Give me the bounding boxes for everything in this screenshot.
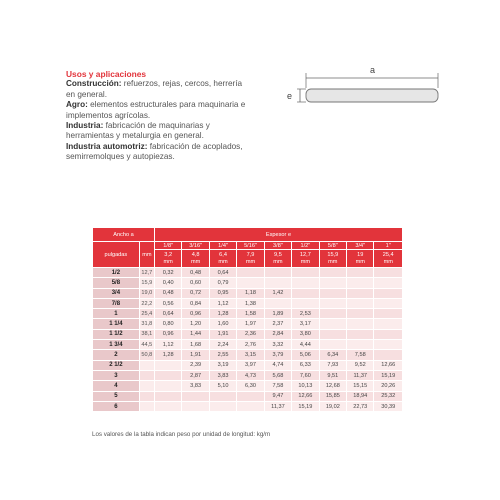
weight-cell [347, 319, 374, 329]
width-inches-cell: 5 [93, 391, 140, 401]
table-row [93, 391, 403, 401]
weight-cell: 6,30 [237, 381, 264, 391]
weight-cell: 1,60 [209, 319, 236, 329]
weight-cell: 2,24 [209, 340, 236, 350]
weight-cell: 3,79 [264, 350, 291, 360]
weight-cell: 6,33 [292, 360, 319, 370]
width-header: Ancho a [93, 228, 155, 242]
width-inches-cell: 1/2 [93, 268, 140, 278]
weight-cell [374, 340, 403, 350]
weight-cell: 30,39 [374, 401, 403, 411]
weight-cell [347, 288, 374, 298]
width-inches-cell: 7/8 [93, 298, 140, 308]
table-row [93, 278, 403, 288]
weight-table-wrap [92, 227, 403, 412]
width-label: a [370, 65, 376, 75]
weight-cell: 2,53 [292, 309, 319, 319]
thickness-in-cell: 5/8" [319, 242, 346, 250]
weight-cell [319, 298, 346, 308]
weight-cell: 0,96 [154, 329, 181, 339]
thickness-in-cell: 1" [374, 242, 403, 250]
weight-cell: 19,02 [319, 401, 346, 411]
width-mm-cell: 15,9 [139, 278, 154, 288]
weight-cell [237, 401, 264, 411]
width-inches-cell: 4 [93, 381, 140, 391]
uses-section [66, 69, 246, 163]
thickness-in-cell: 3/4" [347, 242, 374, 250]
width-mm-cell: 12,7 [139, 268, 154, 278]
weight-cell [347, 268, 374, 278]
width-mm-cell: 19,0 [139, 288, 154, 298]
weight-cell: 0,64 [209, 268, 236, 278]
weight-cell [154, 370, 181, 380]
width-mm-cell [139, 391, 154, 401]
weight-cell [264, 278, 291, 288]
thickness-in-cell: 1/8" [154, 242, 181, 250]
weight-cell: 0,48 [182, 268, 209, 278]
weight-cell: 1,28 [209, 309, 236, 319]
weight-cell: 3,17 [292, 319, 319, 329]
table-row [93, 360, 403, 370]
weight-cell: 0,40 [154, 278, 181, 288]
weight-cell: 4,44 [292, 340, 319, 350]
weight-cell: 5,10 [209, 381, 236, 391]
weight-cell: 0,60 [182, 278, 209, 288]
thickness-mm-cell: 3,2 mm [154, 250, 181, 268]
weight-cell [319, 340, 346, 350]
width-inches-cell: 2 1/2 [93, 360, 140, 370]
thickness-mm-cell: 19 mm [347, 250, 374, 268]
weight-cell: 0,79 [209, 278, 236, 288]
width-inches-cell: 2 [93, 350, 140, 360]
weight-cell: 3,19 [209, 360, 236, 370]
uses-heading: Usos y aplicaciones [66, 69, 147, 79]
table-row [93, 268, 403, 278]
table-row [93, 329, 403, 339]
weight-cell [237, 268, 264, 278]
weight-cell: 1,18 [237, 288, 264, 298]
weight-cell: 0,32 [154, 268, 181, 278]
thickness-in-cell: 5/16" [237, 242, 264, 250]
weight-cell [182, 391, 209, 401]
weight-cell [292, 298, 319, 308]
weight-cell: 2,37 [264, 319, 291, 329]
weight-cell: 0,80 [154, 319, 181, 329]
thickness-in-cell: 3/8" [264, 242, 291, 250]
table-row [93, 401, 403, 411]
flat-bar-section [306, 89, 438, 102]
weight-cell: 22,73 [347, 401, 374, 411]
weight-cell [154, 391, 181, 401]
weight-cell [154, 360, 181, 370]
weight-cell [292, 288, 319, 298]
weight-cell [347, 278, 374, 288]
thickness-mm-cell: 12,7 mm [292, 250, 319, 268]
weight-cell [347, 329, 374, 339]
width-inches-cell: 1 1/4 [93, 319, 140, 329]
weight-cell: 2,55 [209, 350, 236, 360]
weight-cell [347, 309, 374, 319]
weight-cell: 3,83 [182, 381, 209, 391]
weight-cell: 12,66 [374, 360, 403, 370]
thickness-label: e [287, 91, 293, 101]
thickness-in-cell: 3/16" [182, 242, 209, 250]
weight-cell [237, 391, 264, 401]
weight-cell: 1,91 [182, 350, 209, 360]
table-row [93, 381, 403, 391]
weight-cell: 2,39 [182, 360, 209, 370]
width-inches-cell: 1 1/2 [93, 329, 140, 339]
weight-cell: 3,97 [237, 360, 264, 370]
thickness-mm-cell: 9,5 mm [264, 250, 291, 268]
thickness-in-cell: 1/2" [292, 242, 319, 250]
weight-cell [319, 268, 346, 278]
use-item-industry: Industria: fabricación de maquinarias y herramientas y metalurgia en general. [66, 121, 210, 141]
weight-cell [292, 278, 319, 288]
weight-cell: 0,56 [154, 298, 181, 308]
weight-cell: 11,37 [347, 370, 374, 380]
weight-cell: 25,32 [374, 391, 403, 401]
thickness-mm-cell: 7,9 mm [237, 250, 264, 268]
weight-cell: 1,42 [264, 288, 291, 298]
width-mm-cell [139, 381, 154, 391]
weight-cell [319, 309, 346, 319]
weight-cell [347, 340, 374, 350]
width-mm-cell: 44,5 [139, 340, 154, 350]
weight-cell: 4,74 [264, 360, 291, 370]
weight-cell: 0,96 [182, 309, 209, 319]
weight-cell: 1,68 [182, 340, 209, 350]
weight-cell: 15,85 [319, 391, 346, 401]
weight-cell: 1,89 [264, 309, 291, 319]
table-note: Los valores de la tabla indican peso por unidad de longitud: kg/m [92, 431, 271, 438]
weight-cell: 20,26 [374, 381, 403, 391]
weight-cell: 4,73 [237, 370, 264, 380]
weight-cell [347, 298, 374, 308]
weight-cell [237, 278, 264, 288]
weight-cell: 5,68 [264, 370, 291, 380]
use-item-automotive: Industria automotriz: fabricación de acoplados, semirremolques y autopiezas. [66, 141, 243, 162]
weight-cell: 10,13 [292, 381, 319, 391]
flat-bar-diagram [280, 62, 450, 122]
weight-cell: 1,38 [237, 298, 264, 308]
weight-cell: 0,64 [154, 309, 181, 319]
weight-cell: 0,72 [182, 288, 209, 298]
weight-cell [374, 309, 403, 319]
weight-cell: 1,12 [209, 298, 236, 308]
weight-cell [374, 278, 403, 288]
width-inches-cell: 3/4 [93, 288, 140, 298]
weight-cell [182, 401, 209, 411]
weight-cell: 0,95 [209, 288, 236, 298]
mm-header: mm [139, 242, 154, 268]
weight-cell: 11,37 [264, 401, 291, 411]
weight-cell: 7,58 [264, 381, 291, 391]
weight-cell: 3,83 [209, 370, 236, 380]
table-row [93, 309, 403, 319]
weight-cell [374, 288, 403, 298]
weight-cell: 2,36 [237, 329, 264, 339]
width-mm-cell: 22,2 [139, 298, 154, 308]
weight-cell: 1,44 [182, 329, 209, 339]
weight-cell: 12,68 [319, 381, 346, 391]
table-row [93, 319, 403, 329]
weight-cell: 5,06 [292, 350, 319, 360]
weight-cell: 9,51 [319, 370, 346, 380]
weight-cell [264, 268, 291, 278]
weight-cell: 2,84 [264, 329, 291, 339]
weight-cell: 15,15 [347, 381, 374, 391]
width-mm-cell: 38,1 [139, 329, 154, 339]
weight-cell: 9,47 [264, 391, 291, 401]
thickness-mm-cell: 15,9 mm [319, 250, 346, 268]
weight-cell: 3,80 [292, 329, 319, 339]
inches-header: pulgadas [93, 242, 140, 268]
weight-cell [374, 319, 403, 329]
weight-cell: 1,91 [209, 329, 236, 339]
weight-cell: 1,28 [154, 350, 181, 360]
weight-cell: 1,12 [154, 340, 181, 350]
weight-cell [374, 268, 403, 278]
weight-cell: 3,32 [264, 340, 291, 350]
table-row [93, 370, 403, 380]
weight-cell [209, 401, 236, 411]
width-inches-cell: 6 [93, 401, 140, 411]
thickness-in-cell: 1/4" [209, 242, 236, 250]
weight-cell: 7,60 [292, 370, 319, 380]
width-mm-cell [139, 401, 154, 411]
weight-cell: 3,15 [237, 350, 264, 360]
weight-cell: 2,87 [182, 370, 209, 380]
use-item-agro: Agro: elementos estructurales para maquinaria e implementos agrícolas. [66, 100, 246, 120]
weight-cell [154, 381, 181, 391]
width-inches-cell: 1 [93, 309, 140, 319]
weight-cell: 18,94 [347, 391, 374, 401]
weight-cell [319, 278, 346, 288]
weight-cell: 7,93 [319, 360, 346, 370]
thickness-mm-cell: 25,4 mm [374, 250, 403, 268]
width-inches-cell: 5/8 [93, 278, 140, 288]
weight-cell [319, 329, 346, 339]
weight-cell: 15,19 [374, 370, 403, 380]
weight-table [92, 227, 403, 412]
weight-cell [374, 329, 403, 339]
weight-cell [319, 288, 346, 298]
weight-cell [319, 319, 346, 329]
weight-cell [374, 298, 403, 308]
use-item-construction: Construcción: refuerzos, rejas, cercos, herrería en general. [66, 79, 243, 99]
weight-cell: 1,97 [237, 319, 264, 329]
weight-cell [374, 350, 403, 360]
weight-cell: 12,66 [292, 391, 319, 401]
width-inches-cell: 3 [93, 370, 140, 380]
table-row [93, 288, 403, 298]
weight-cell [292, 268, 319, 278]
width-mm-cell: 50,8 [139, 350, 154, 360]
weight-cell [209, 391, 236, 401]
thickness-mm-cell: 4,8 mm [182, 250, 209, 268]
width-mm-cell [139, 360, 154, 370]
table-row [93, 340, 403, 350]
width-mm-cell [139, 370, 154, 380]
weight-cell: 1,58 [237, 309, 264, 319]
weight-cell: 9,52 [347, 360, 374, 370]
weight-cell: 1,20 [182, 319, 209, 329]
weight-cell: 7,58 [347, 350, 374, 360]
weight-cell [264, 298, 291, 308]
weight-cell [154, 401, 181, 411]
thickness-mm-cell: 6,4 mm [209, 250, 236, 268]
width-inches-cell: 1 3/4 [93, 340, 140, 350]
weight-cell: 0,84 [182, 298, 209, 308]
thickness-header: Espesor e [154, 228, 402, 242]
weight-cell: 15,19 [292, 401, 319, 411]
weight-cell: 2,76 [237, 340, 264, 350]
weight-cell: 0,48 [154, 288, 181, 298]
weight-cell: 6,34 [319, 350, 346, 360]
width-mm-cell: 25,4 [139, 309, 154, 319]
table-row [93, 350, 403, 360]
width-mm-cell: 31,8 [139, 319, 154, 329]
table-row [93, 298, 403, 308]
